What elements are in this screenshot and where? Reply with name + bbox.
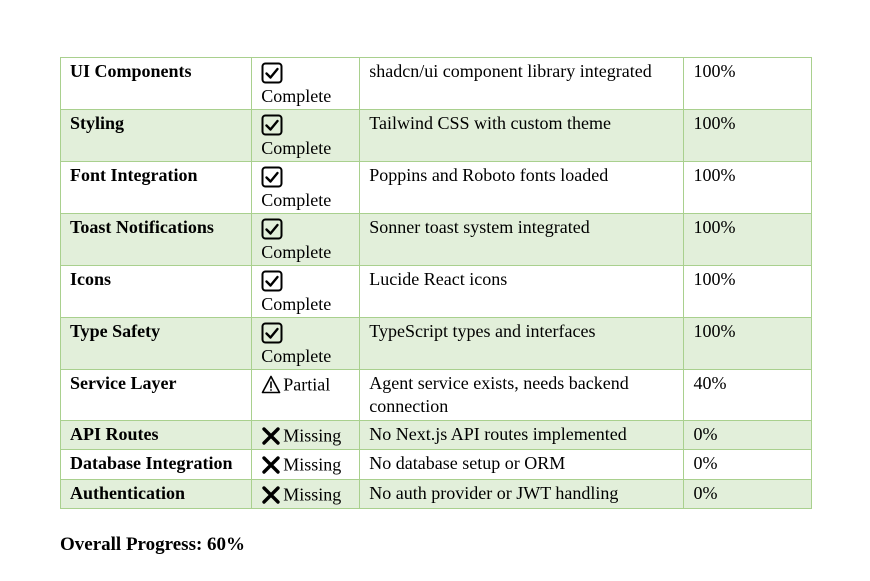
table-row xyxy=(61,370,812,421)
status-label: Complete xyxy=(261,138,332,158)
component-cell xyxy=(61,214,252,266)
checkbox-checked-icon xyxy=(261,270,353,292)
notes-cell xyxy=(360,110,684,162)
status-label: Missing xyxy=(283,484,342,505)
component-name: Styling xyxy=(70,113,125,133)
notes-text: shadcn/ui component library integrated xyxy=(369,61,652,81)
notes-text: Tailwind CSS with custom theme xyxy=(369,113,612,133)
status-cell xyxy=(252,318,360,370)
component-cell xyxy=(61,58,252,110)
component-cell xyxy=(61,110,252,162)
status-label: Complete xyxy=(261,294,332,314)
notes-cell xyxy=(360,266,684,318)
notes-text: No Next.js API routes implemented xyxy=(369,424,627,444)
notes-text: TypeScript types and interfaces xyxy=(369,321,596,341)
notes-text: No database setup or ORM xyxy=(369,453,566,474)
progress-cell xyxy=(684,110,812,162)
table-row xyxy=(61,479,812,508)
table-row xyxy=(61,58,812,110)
component-name: Type Safety xyxy=(70,321,161,341)
progress-cell xyxy=(684,214,812,266)
notes-cell xyxy=(360,214,684,266)
progress-value: 100% xyxy=(693,113,736,133)
status-cell xyxy=(252,266,360,318)
component-cell xyxy=(61,162,252,214)
notes-cell xyxy=(360,421,684,450)
checkbox-checked-icon xyxy=(261,322,353,344)
status-cell xyxy=(252,479,360,508)
notes-cell xyxy=(360,450,684,479)
component-name: Database Integration xyxy=(70,453,233,474)
status-label: Partial xyxy=(283,374,331,395)
notes-text: Agent service exists, needs backend connection xyxy=(369,373,629,416)
notes-text: No auth provider or JWT handling xyxy=(369,482,619,503)
cross-icon xyxy=(261,426,281,446)
checkbox-checked-icon xyxy=(261,166,353,188)
status-label: Complete xyxy=(261,346,332,366)
notes-cell xyxy=(360,162,684,214)
progress-value: 0% xyxy=(693,453,718,474)
notes-text: Poppins and Roboto fonts loaded xyxy=(369,165,609,185)
table-row xyxy=(61,450,812,479)
status-cell xyxy=(252,370,360,421)
status-cell xyxy=(252,110,360,162)
status-cell xyxy=(252,162,360,214)
table-row xyxy=(61,162,812,214)
progress-cell xyxy=(684,162,812,214)
component-cell xyxy=(61,266,252,318)
table-row xyxy=(61,266,812,318)
progress-value: 100% xyxy=(693,321,736,341)
progress-value: 100% xyxy=(693,217,736,237)
warning-icon xyxy=(261,375,281,394)
component-cell xyxy=(61,370,252,421)
checkbox-checked-icon xyxy=(261,62,353,84)
progress-cell xyxy=(684,318,812,370)
progress-cell xyxy=(684,479,812,508)
status-label: Missing xyxy=(283,425,342,446)
progress-cell xyxy=(684,450,812,479)
progress-value: 0% xyxy=(693,424,718,444)
status-label: Complete xyxy=(261,86,332,106)
component-cell xyxy=(61,421,252,450)
checkbox-checked-icon xyxy=(261,114,353,136)
component-name: Toast Notifications xyxy=(70,217,214,237)
component-name: Icons xyxy=(70,269,112,289)
notes-cell xyxy=(360,370,684,421)
component-name: Font Integration xyxy=(70,165,198,185)
notes-cell xyxy=(360,318,684,370)
progress-cell xyxy=(684,370,812,421)
component-name: Service Layer xyxy=(70,373,177,393)
component-name: Authentication xyxy=(70,482,186,503)
table-row xyxy=(61,421,812,450)
table-row xyxy=(61,214,812,266)
notes-cell xyxy=(360,58,684,110)
checkbox-checked-icon xyxy=(261,218,353,240)
overall-progress: Overall Progress: 60% xyxy=(60,534,246,555)
status-cell xyxy=(252,58,360,110)
progress-cell xyxy=(684,266,812,318)
status-cell xyxy=(252,214,360,266)
progress-value: 100% xyxy=(693,61,736,81)
notes-cell xyxy=(360,479,684,508)
status-cell xyxy=(252,450,360,479)
component-cell xyxy=(61,318,252,370)
status-label: Missing xyxy=(283,454,342,475)
status-label: Complete xyxy=(261,242,332,262)
cross-icon xyxy=(261,485,281,505)
table-row xyxy=(61,318,812,370)
progress-value: 100% xyxy=(693,165,736,185)
notes-text: Lucide React icons xyxy=(369,269,508,289)
component-cell xyxy=(61,479,252,508)
notes-text: Sonner toast system integrated xyxy=(369,217,590,237)
progress-cell xyxy=(684,421,812,450)
status-cell xyxy=(252,421,360,450)
cross-icon xyxy=(261,455,281,475)
component-cell xyxy=(61,450,252,479)
table-row xyxy=(61,110,812,162)
component-name: UI Components xyxy=(70,61,192,81)
component-status-table xyxy=(60,57,812,509)
progress-value: 40% xyxy=(693,373,727,393)
table-body xyxy=(61,58,812,509)
progress-value: 100% xyxy=(693,269,736,289)
progress-cell xyxy=(684,58,812,110)
component-name: API Routes xyxy=(70,424,159,444)
progress-value: 0% xyxy=(693,482,718,503)
status-label: Complete xyxy=(261,190,332,210)
